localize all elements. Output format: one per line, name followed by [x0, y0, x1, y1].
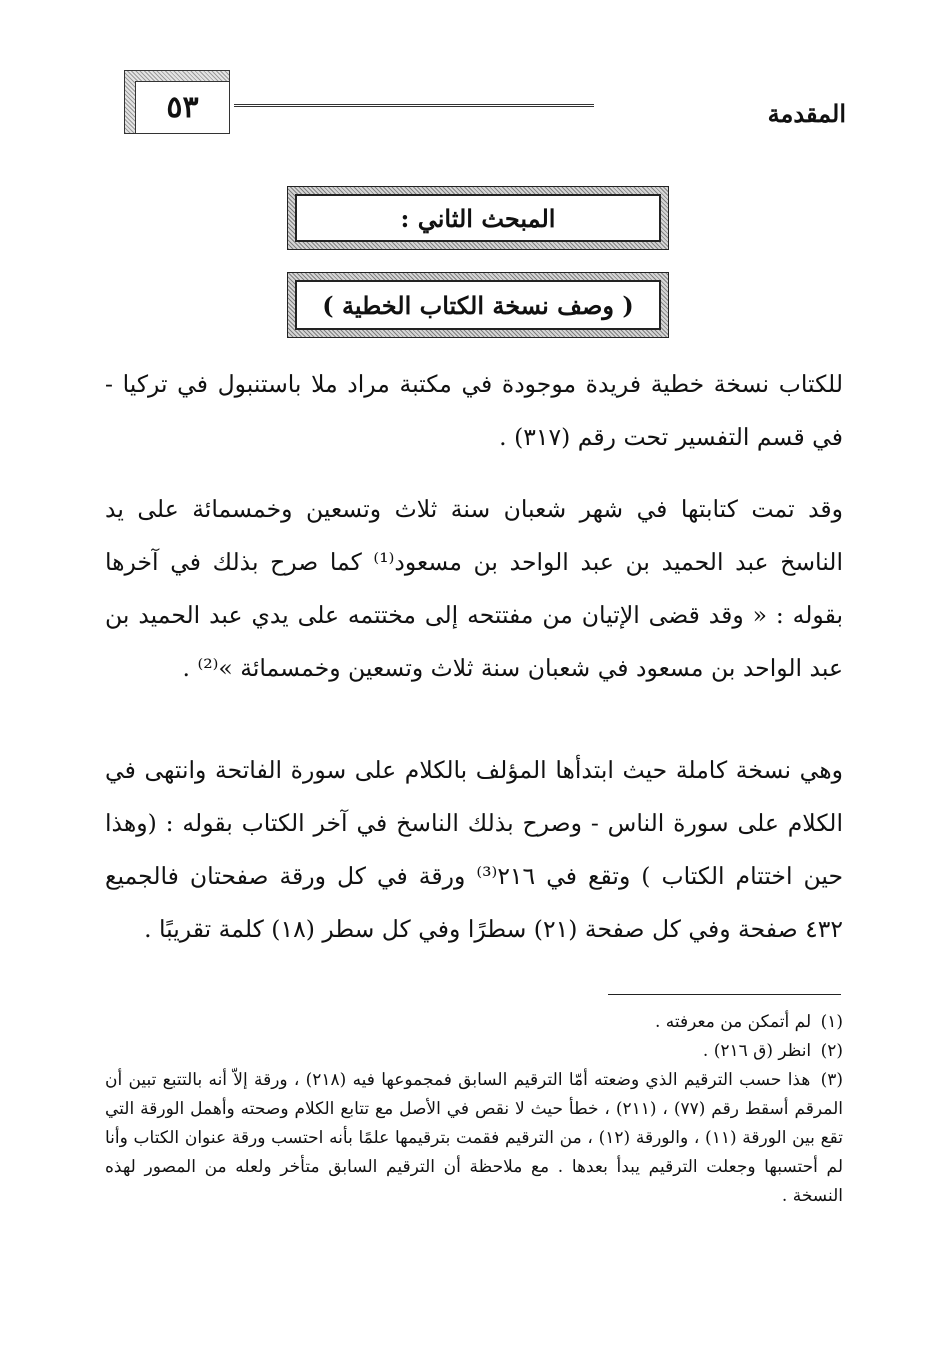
footnote-1	[105, 1008, 843, 1037]
footnote-number: (٢)	[820, 1041, 843, 1061]
page-number-box	[124, 70, 230, 134]
footnote-text: هذا حسب الترقيم الذي وضعته أمّا الترقيم السابق فمجموعها فيه (٢١٨) ، ورقة إلاّ أنه بالتتبع تبين أن المرقم أسقط رقم (٧٧) ، (٢١١) ، خطأ حيث لا نقص في الأصل مع تتابع الكلام وصحته وأهمل الورقة التي تقع بين الورقة (١١) ، والورقة (١٢) ، من الترقيم فقمت بترقيمها علمًا بأنه احتسب ورقة عنوان الكتاب وأنا لم أحتسبها وجعلت الترقيم يبدأ بعدها . مع ملاحظة أن الترقيم السابق متأخر ولعله من المصور لهذه النسخة .	[105, 1070, 843, 1206]
footnote-2	[105, 1037, 843, 1066]
running-header-title: المقدمة	[767, 99, 846, 128]
page-number: ٥٣	[135, 81, 229, 133]
body-paragraph-1: للكتاب نسخة خطية فريدة موجودة في مكتبة مراد ملا باستنبول في تركيا - في قسم التفسير تحت رقم (٣١٧) .	[105, 370, 843, 451]
subtitle: ( وصف نسخة الكتاب الخطية )	[295, 280, 661, 330]
footnote-number: (١)	[820, 1012, 843, 1032]
footnote-text: انظر (ق ٢١٦) .	[702, 1041, 812, 1061]
footnote-divider	[608, 994, 841, 995]
header-rule	[234, 104, 594, 107]
footnote-number: (٣)	[820, 1070, 843, 1090]
chapter-title: المبحث الثاني :	[295, 194, 661, 242]
chapter-title-box	[287, 186, 669, 250]
footnote-text: لم أتمكن من معرفته .	[654, 1012, 812, 1032]
body-paragraph-3: وهي نسخة كاملة حيث ابتدأها المؤلف بالكلام على سورة الفاتحة وانتهى في الكلام على سورة الناس - وصرح بذلك الناسخ في آخر الكتاب بقوله : (وهذا حين اختتام الكتاب ) وتقع في ٢١٦⁽³⁾ ورقة في كل ورقة صفحتان فالجميع ٤٣٢ صفحة وفي كل صفحة (٢١) سطرًا وفي كل سطر (١٨) كلمة تقريبًا .	[105, 756, 843, 943]
footnote-3	[105, 1066, 843, 1211]
footnotes	[105, 1008, 843, 1211]
subtitle-box	[287, 272, 669, 338]
body-paragraph-2: وقد تمت كتابتها في شهر شعبان سنة ثلاث وتسعين وخمسمائة على يد الناسخ عبد الحميد بن عبد الواحد بن مسعود⁽¹⁾ كما صرح بذلك في آخرها بقوله : « وقد قضى الإتيان من مفتتحه إلى مختتمه على يدي عبد الحميد بن عبد الواحد بن مسعود في شعبان سنة ثلاث وتسعين وخمسمائة »⁽²⁾ .	[105, 495, 844, 682]
